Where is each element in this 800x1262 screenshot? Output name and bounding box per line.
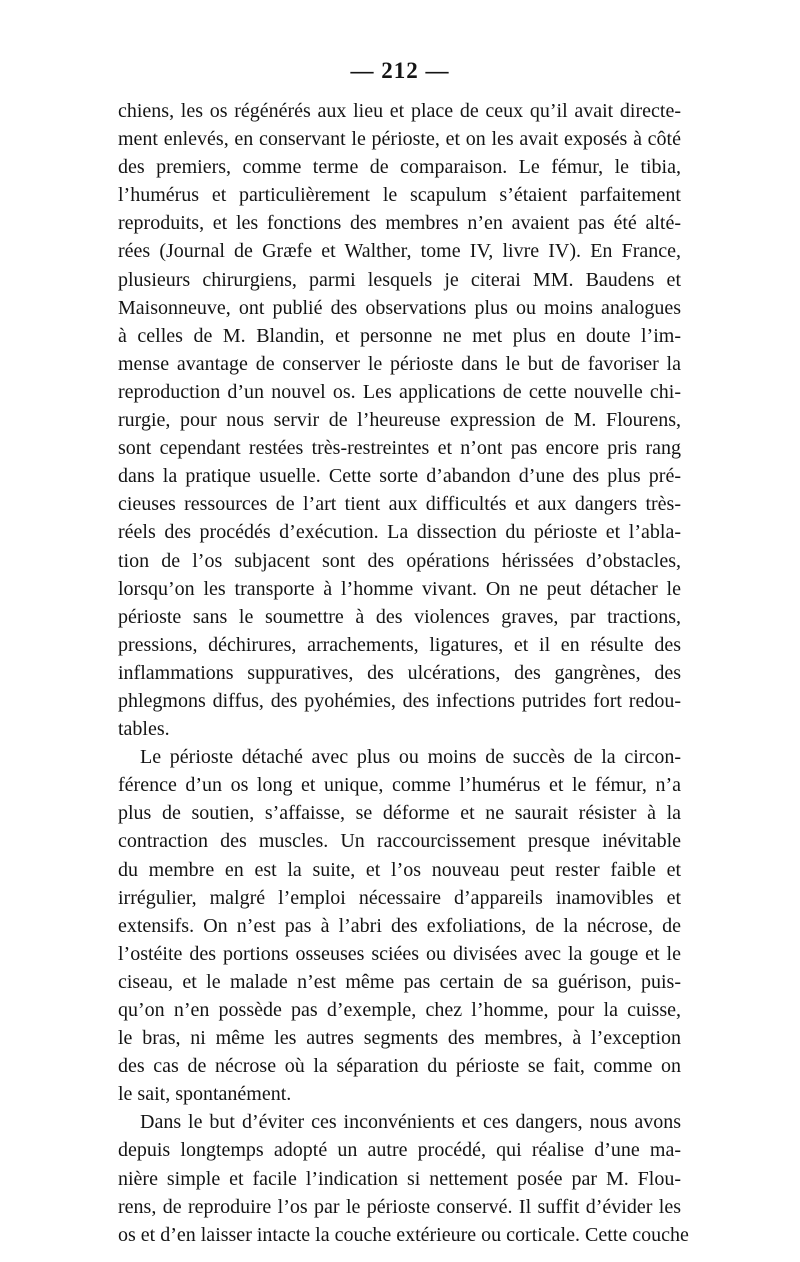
text-line: l’humérus et particulièrement le scapulum s’étaient parfaitement xyxy=(118,184,681,207)
text-line: irrégulier, malgré l’emploi nécessaire d’appareils inamovibles et xyxy=(118,886,681,909)
page-number: — 212 — xyxy=(350,58,450,83)
text-line: tion de l’os subjacent sont des opérations hérissées d’obstacles, xyxy=(118,549,681,572)
text-line: mense avantage de conserver le périoste dans le but de favoriser la xyxy=(118,352,681,375)
paragraph xyxy=(118,1108,689,1248)
text-line: rurgie, pour nous servir de l’heureuse expression de M. Flourens, xyxy=(118,409,681,432)
text-line: phlegmons diffus, des pyohémies, des infections putrides fort redou- xyxy=(118,689,681,712)
text-line: le bras, ni même les autres segments des membres, à l’exception xyxy=(118,1027,681,1050)
body-text xyxy=(118,97,689,1249)
text-line: contraction des muscles. Un raccourcissement presque inévitable xyxy=(118,830,681,853)
text-line: lorsqu’on les transporte à l’homme vivant. On ne peut détacher le xyxy=(118,577,681,600)
text-line: rens, de reproduire l’os par le périoste conservé. Il suffit d’évider les xyxy=(118,1195,681,1218)
text-line: sont cependant restées très-restreintes et n’ont pas encore pris rang xyxy=(118,437,681,460)
text-line: os et d’en laisser intacte la couche extérieure ou corticale. Cette couche xyxy=(118,1223,689,1246)
text-line: du membre en est la suite, et l’os nouveau peut rester faible et xyxy=(118,858,681,881)
text-line: reproduits, et les fonctions des membres n’en avaient pas été alté- xyxy=(118,212,681,235)
text-line: pressions, déchirures, arrachements, ligatures, et il en résulte des xyxy=(118,633,681,656)
text-line: qu’on n’en possède pas d’exemple, chez l’homme, pour la cuisse, xyxy=(118,999,681,1021)
text-line: depuis longtemps adopté un autre procédé, qui réalise d’une ma- xyxy=(118,1139,681,1162)
text-line: rées (Journal de Græfe et Walther, tome IV, livre IV). En France, xyxy=(118,240,681,263)
text-line: chiens, les os régénérés aux lieu et place de ceux qu’il avait directe- xyxy=(118,100,681,122)
text-line: plusieurs chirurgiens, parmi lesquels je citerai MM. Baudens et xyxy=(118,268,681,291)
text-line: cieuses ressources de l’art tient aux difficultés et aux dangers très- xyxy=(118,493,681,516)
text-line: Dans le but d’éviter ces inconvénients et ces dangers, nous avons xyxy=(140,1111,681,1134)
text-line: l’ostéite des portions osseuses sciées ou divisées avec la gouge et le xyxy=(118,942,681,965)
text-line: plus de soutien, s’affaisse, se déforme et ne saurait résister à la xyxy=(118,802,681,825)
text-line: dans la pratique usuelle. Cette sorte d’abandon d’une des plus pré- xyxy=(118,465,681,488)
text-line: Maisonneuve, ont publié des observations plus ou moins analogues xyxy=(118,296,681,319)
text-line: périoste sans le soumettre à des violences graves, par tractions, xyxy=(118,605,681,628)
text-line: reproduction d’un nouvel os. Les applications de cette nouvelle chi- xyxy=(118,380,681,403)
text-line: le sait, spontanément. xyxy=(118,1083,292,1106)
text-line: tables. xyxy=(118,718,170,741)
text-line: ment enlevés, en conservant le périoste, et on les avait exposés à côté xyxy=(118,128,681,151)
paragraph xyxy=(118,97,681,743)
text-line: des premiers, comme terme de comparaison. Le fémur, le tibia, xyxy=(118,156,681,179)
paragraph xyxy=(118,743,681,1108)
text-line: ciseau, et le malade n’est même pas certain de sa guérison, puis- xyxy=(118,970,681,993)
text-line: des cas de nécrose où la séparation du périoste se fait, comme on xyxy=(118,1055,681,1078)
text-line: férence d’un os long et unique, comme l’humérus et le fémur, n’a xyxy=(118,774,681,797)
text-line: Le périoste détaché avec plus ou moins de succès de la circon- xyxy=(140,746,681,769)
text-line: réels des procédés d’exécution. La dissection du périoste et l’abla- xyxy=(118,521,681,544)
text-line: à celles de M. Blandin, et personne ne met plus en doute l’im- xyxy=(118,324,681,347)
text-line: nière simple et facile l’indication si nettement posée par M. Flou- xyxy=(118,1167,681,1190)
text-line: extensifs. On n’est pas à l’abri des exfoliations, de la nécrose, de xyxy=(118,914,681,937)
text-line: inflammations suppuratives, des ulcérations, des gangrènes, des xyxy=(118,661,681,684)
